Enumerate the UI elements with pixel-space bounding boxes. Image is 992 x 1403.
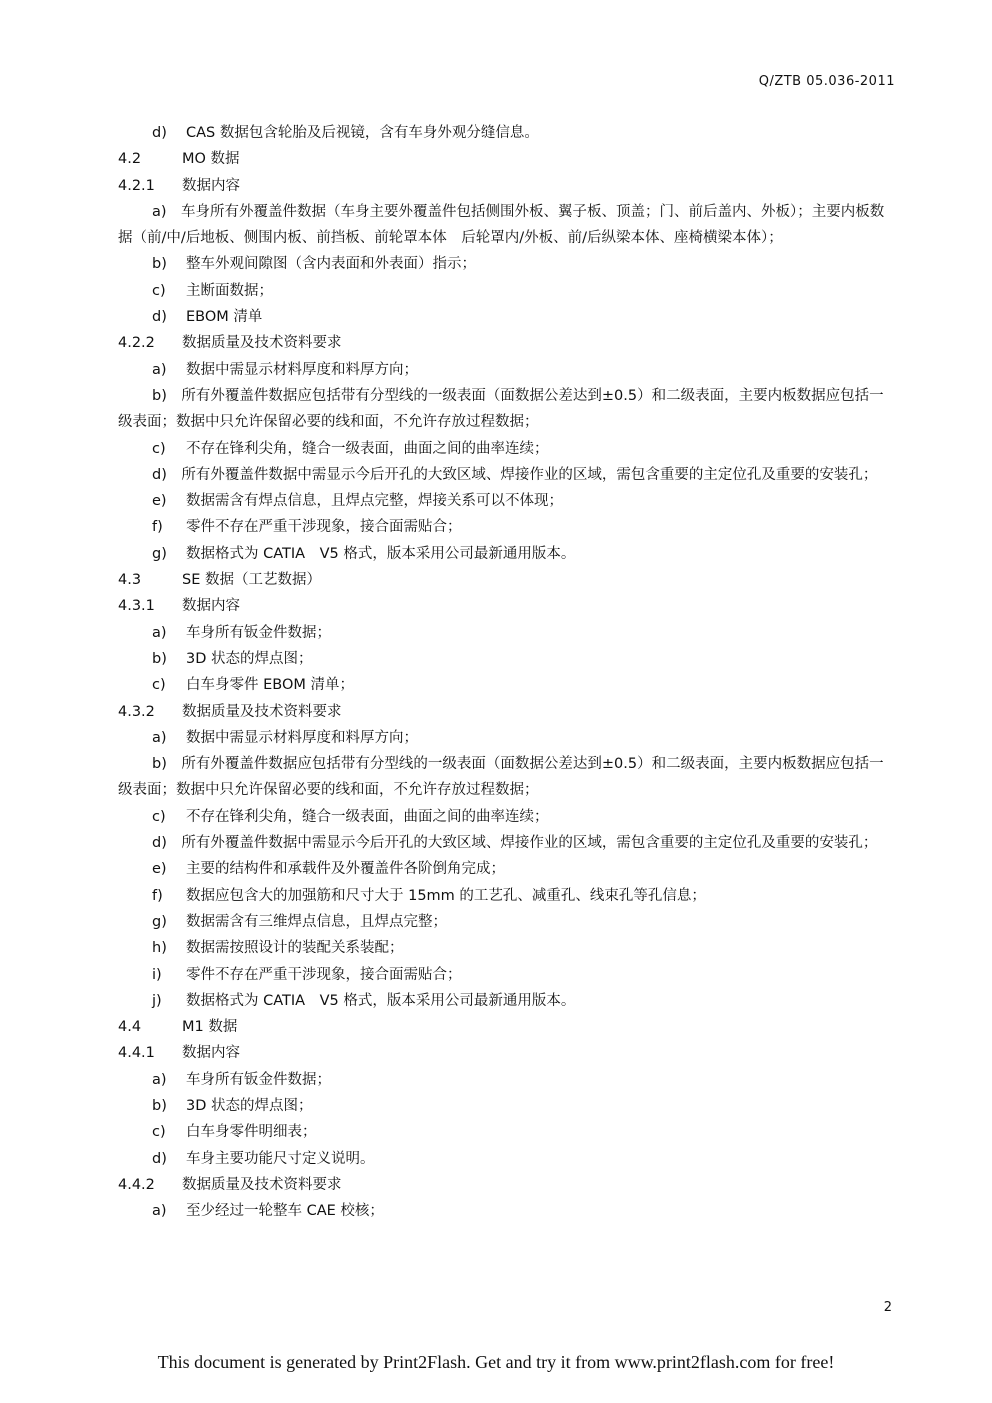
list-item-text: 数据中需显示材料厚度和料厚方向； xyxy=(186,729,418,746)
section-heading xyxy=(118,173,888,199)
list-item xyxy=(118,251,888,277)
list-item-marker: b) xyxy=(152,1097,167,1114)
list-item-text: 3D 状态的焊点图； xyxy=(186,650,313,667)
list-item xyxy=(118,1067,888,1093)
list-item xyxy=(118,278,888,304)
section-number: 4.4.1 xyxy=(118,1045,155,1062)
list-item-text: 数据需按照设计的装配关系装配； xyxy=(186,940,404,957)
section-heading xyxy=(118,1040,888,1066)
list-item-marker: e) xyxy=(152,861,167,878)
list-item-marker: f) xyxy=(152,519,163,536)
list-item-marker: e) xyxy=(152,493,167,510)
page-number: 2 xyxy=(883,1300,892,1315)
paragraph: b) 所有外覆盖件数据应包括带有分型线的一级表面（面数据公差达到±0.5）和二级表面，主要内板数据应包括一级表面；数据中只允许保留必要的线和面，不允许存放过程数据； xyxy=(118,387,884,431)
list-item-text: 不存在锋利尖角，缝合一级表面，曲面之间的曲率连续； xyxy=(186,808,549,825)
paragraph: d) 所有外覆盖件数据中需显示今后开孔的大致区域、焊接作业的区域，需包含重要的主定位孔及重要的安装孔； xyxy=(152,835,878,852)
list-item xyxy=(118,1146,888,1172)
section-heading xyxy=(118,567,888,593)
list-item xyxy=(118,620,888,646)
list-item-text: 车身所有钣金件数据； xyxy=(186,1071,331,1088)
list-item xyxy=(118,883,888,909)
list-item-text: 数据格式为 CATIA V5 格式，版本采用公司最新通用版本。 xyxy=(186,545,576,562)
list-item-text: 数据需含有焊点信息，且焊点完整，焊接关系可以不体现； xyxy=(186,493,563,510)
list-item-text: 白车身零件 EBOM 清单； xyxy=(186,677,354,694)
list-item xyxy=(118,488,888,514)
list-item-text: 3D 状态的焊点图； xyxy=(186,1097,313,1114)
list-item xyxy=(118,304,888,330)
section-heading xyxy=(118,330,888,356)
list-item-marker: a) xyxy=(152,1203,167,1220)
list-item-marker: a) xyxy=(152,729,167,746)
section-heading xyxy=(118,1014,888,1040)
section-number: 4.2.1 xyxy=(118,177,155,194)
list-item-marker: c) xyxy=(152,1124,166,1141)
list-item-text: CAS 数据包含轮胎及后视镜，含有车身外观分缝信息。 xyxy=(186,125,539,141)
section-title: 数据内容 xyxy=(182,177,240,194)
section-number: 4.3.1 xyxy=(118,598,155,615)
section-title: 数据内容 xyxy=(182,598,240,615)
document-code: Q/ZTB 05.036-2011 xyxy=(758,74,895,89)
list-item-marker: a) xyxy=(152,624,167,641)
print2flash-footer[interactable]: This document is generated by Print2Flash. Get and try it from www.print2flash.com for free! xyxy=(157,1352,835,1372)
list-item xyxy=(118,541,888,567)
section-title: 数据质量及技术资料要求 xyxy=(182,335,342,352)
list-item-marker: d) xyxy=(152,1150,167,1167)
list-item-marker: d) xyxy=(152,309,167,326)
list-item-text: 不存在锋利尖角，缝合一级表面，曲面之间的曲率连续； xyxy=(186,440,549,457)
section-title: MO 数据 xyxy=(182,151,240,168)
list-item-marker: i) xyxy=(152,966,162,983)
list-item-marker: b) xyxy=(152,256,167,273)
list-item-marker: a) xyxy=(152,361,167,378)
list-item-marker: c) xyxy=(152,808,166,825)
section-number: 4.4 xyxy=(118,1019,142,1036)
list-item-text: 主断面数据； xyxy=(186,282,273,299)
list-item xyxy=(118,962,888,988)
list-item-text: 数据应包含大的加强筋和尺寸大于 15mm 的工艺孔、减重孔、线束孔等孔信息； xyxy=(186,887,706,904)
list-item xyxy=(118,357,888,383)
list-item-text: EBOM 清单 xyxy=(186,309,263,326)
list-item-marker: a) xyxy=(152,1071,167,1088)
list-item xyxy=(118,988,888,1014)
section-title: SE 数据（工艺数据） xyxy=(182,572,321,589)
list-item xyxy=(118,436,888,462)
list-item xyxy=(118,1198,888,1224)
section-number: 4.3 xyxy=(118,572,142,589)
list-item xyxy=(118,725,888,751)
list-item-marker: g) xyxy=(152,545,167,562)
section-title: M1 数据 xyxy=(182,1019,238,1036)
section-title: 数据内容 xyxy=(182,1045,240,1062)
document-body xyxy=(118,120,888,1224)
list-item-text: 白车身零件明细表； xyxy=(186,1124,317,1141)
list-item-marker: c) xyxy=(152,677,166,694)
list-item xyxy=(118,935,888,961)
list-item xyxy=(118,1093,888,1119)
list-item-text: 数据格式为 CATIA V5 格式，版本采用公司最新通用版本。 xyxy=(186,992,576,1009)
list-item-marker: f) xyxy=(152,887,163,904)
list-item-text: 车身所有钣金件数据； xyxy=(186,624,331,641)
list-item xyxy=(118,909,888,935)
section-number: 4.3.2 xyxy=(118,703,155,720)
section-title: 数据质量及技术资料要求 xyxy=(182,1176,342,1193)
section-heading xyxy=(118,593,888,619)
paragraph: b) 所有外覆盖件数据应包括带有分型线的一级表面（面数据公差达到±0.5）和二级表面，主要内板数据应包括一级表面；数据中只允许保留必要的线和面，不允许存放过程数据； xyxy=(118,756,884,799)
paragraph: d) 所有外覆盖件数据中需显示今后开孔的大致区域、焊接作业的区域，需包含重要的主定位孔及重要的安装孔； xyxy=(152,466,878,483)
section-heading xyxy=(118,699,888,725)
section-number: 4.4.2 xyxy=(118,1176,155,1193)
list-item-marker: c) xyxy=(152,440,166,457)
section-title: 数据质量及技术资料要求 xyxy=(182,703,342,720)
list-item-text: 数据中需显示材料厚度和料厚方向； xyxy=(186,361,418,378)
list-item-marker: d) xyxy=(152,125,167,141)
list-item-marker: j) xyxy=(152,992,162,1009)
list-item-text: 整车外观间隙图（含内表面和外表面）指示； xyxy=(186,256,476,273)
list-item-text: 零件不存在严重干涉现象，接合面需贴合； xyxy=(186,519,462,536)
list-item-text: 零件不存在严重干涉现象，接合面需贴合； xyxy=(186,966,462,983)
list-item xyxy=(118,856,888,882)
list-item-marker: h) xyxy=(152,940,167,957)
list-item-text: 主要的结构件和承载件及外覆盖件各阶倒角完成； xyxy=(186,861,505,878)
list-item-marker: b) xyxy=(152,650,167,667)
section-heading xyxy=(118,1172,888,1198)
section-number: 4.2.2 xyxy=(118,335,155,352)
section-heading xyxy=(118,146,888,172)
list-item-text: 至少经过一轮整车 CAE 校核； xyxy=(186,1203,384,1220)
list-item xyxy=(118,120,888,146)
list-item xyxy=(118,804,888,830)
list-item-text: 数据需含有三维焊点信息，且焊点完整； xyxy=(186,913,447,930)
paragraph: a) 车身所有外覆盖件数据（车身主要外覆盖件包括侧围外板、翼子板、顶盖；门、前后盖内、外板）；主要内板数据（前/中/后地板、侧围内板、前挡板、前轮罩本体 后轮罩内/外板、前/后纵梁本体、座椅横梁本体）； xyxy=(118,203,885,247)
list-item xyxy=(118,514,888,540)
list-item-marker: c) xyxy=(152,282,166,299)
list-item xyxy=(118,672,888,698)
section-number: 4.2 xyxy=(118,151,142,168)
list-item xyxy=(118,646,888,672)
list-item xyxy=(118,1119,888,1145)
list-item-marker: g) xyxy=(152,913,167,930)
list-item-text: 车身主要功能尺寸定义说明。 xyxy=(186,1150,375,1167)
